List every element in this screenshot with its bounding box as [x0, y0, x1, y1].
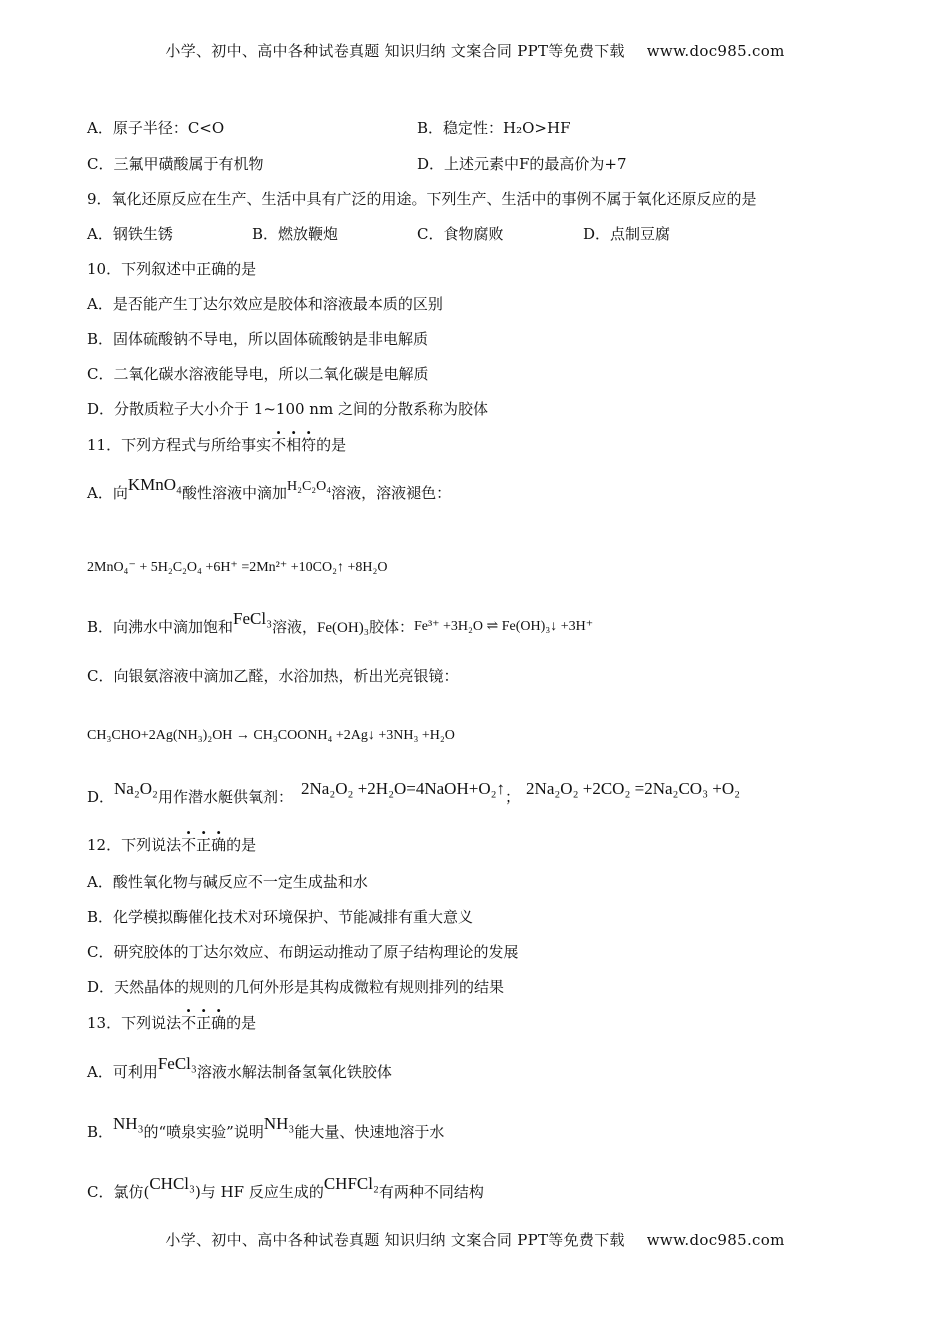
q11-a-equation: 2MnO₄⁻ + 5H₂C₂O₄ +6H⁺ =2Mn²⁺ +10CO₂↑ +8H₂O — [87, 560, 388, 575]
q11-option-b — [87, 609, 594, 639]
q13-b-formula-nh3-1: NH₃ — [113, 1114, 144, 1133]
header-site[interactable]: www.doc985.com — [646, 42, 785, 60]
q11-b-formula-fecl3: FeCl₃ — [233, 609, 273, 628]
q11-a-mid: 酸性溶液中滴加 — [181, 484, 287, 502]
q12-option-a: A．酸性氧化物与碱反应不一定生成盐和水 — [87, 873, 368, 891]
q10-option-b: B．固体硫酸钠不导电，所以固体硫酸钠是非电解质 — [87, 330, 429, 348]
q13-c-post: 有两种不同结构 — [378, 1183, 484, 1201]
q12-option-c: C．研究胶体的丁达尔效应、布朗运动推动了原子结构理论的发展 — [87, 943, 519, 961]
q11-b-mid: 溶液， — [272, 618, 318, 636]
q8-option-a: A．原子半径：C<O — [87, 119, 225, 137]
q13-c-formula-chfcl2: CHFCl₂ — [323, 1174, 379, 1193]
q13-option-b — [87, 1114, 445, 1142]
q11-b-label: B．向沸水中滴加饱和 — [87, 618, 234, 636]
page-footer — [0, 1229, 950, 1250]
q9-option-a: A．钢铁生锈 — [87, 225, 173, 243]
q9-stem: 9．氧化还原反应在生产、生活中具有广泛的用途。下列生产、生活中的事例不属于氧化还原反应的是 — [87, 190, 757, 208]
q13-c-label: C．氯仿( — [87, 1183, 150, 1201]
q13-c-mid: )与 HF 反应生成的 — [194, 1183, 324, 1201]
q11-option-c: C．向银氨溶液中滴加乙醛，水浴加热，析出光亮银镜： — [87, 667, 459, 685]
q9-option-c: C．食物腐败 — [417, 225, 504, 243]
q13-a-post: 溶液水解法制备氢氧化铁胶体 — [196, 1063, 392, 1081]
q10-option-d: D．分散质粒子大小介于 1~100 nm 之间的分散系称为胶体 — [87, 400, 488, 418]
q12-option-b: B．化学模拟酶催化技术对环境保护、节能减排有重大意义 — [87, 908, 474, 926]
q13-b-post: 能大量、快速地溶于水 — [294, 1123, 445, 1141]
q12-option-d: D．天然晶体的规则的几何外形是其构成微粒有规则排列的结果 — [87, 978, 505, 996]
q9-option-b: B．燃放鞭炮 — [252, 225, 339, 243]
q11-d-equation-2: 2Na₂O₂ +2CO₂ =2Na₂CO₃ +O₂ — [526, 779, 741, 798]
q13-stem — [87, 1013, 256, 1033]
q11-d-label: D． — [87, 788, 115, 806]
q11-b-equation: Fe³⁺ +3H₂O ⇌ Fe(OH)₃↓ +3H⁺ — [413, 619, 594, 634]
q13-stem-pre: 13．下列说法 — [87, 1014, 182, 1032]
q13-option-a — [87, 1054, 392, 1082]
page-header — [0, 40, 950, 61]
q11-d-formula-na2o2: Na₂O₂ — [114, 779, 158, 798]
q12-stem-post: 的是 — [226, 836, 257, 854]
q11-c-equation: CH₃CHO+2Ag(NH₃)₂OH → CH₃COONH₄ +2Ag↓ +3NH₃ +H₂O — [87, 728, 455, 743]
q13-option-c — [87, 1174, 484, 1202]
q11-d-mid: 用作潜水艇供氧剂： — [157, 788, 293, 806]
q9-option-d: D．点制豆腐 — [583, 225, 671, 243]
q8-option-d: D．上述元素中F的最高价为+7 — [417, 155, 627, 173]
q13-a-formula-fecl3: FeCl₃ — [157, 1054, 197, 1073]
q11-emphasis-char-2: 相 — [286, 436, 302, 454]
q11-b-formula-feoh3: Fe(OH)₃ — [317, 620, 369, 636]
q11-stem — [87, 435, 346, 455]
q10-option-a: A．是否能产生丁达尔效应是胶体和溶液最本质的区别 — [87, 295, 443, 313]
q13-b-label: B． — [87, 1123, 114, 1141]
q11-a-formula-h2c2o4: H₂C₂O₄ — [286, 479, 332, 494]
q8-option-b: B．稳定性：H₂O>HF — [417, 119, 571, 137]
q13-a-label: A．可利用 — [87, 1063, 158, 1081]
q12-stem-pre: 12．下列说法 — [87, 836, 182, 854]
q11-d-separator: ； — [505, 788, 521, 806]
q13-emphasis-char-2: 正 — [196, 1014, 212, 1032]
q12-emphasis-char-2: 正 — [196, 836, 212, 854]
q11-stem-pre: 11．下列方程式与所给事实 — [87, 436, 272, 454]
q11-a-formula-kmno4: KMnO₄ — [127, 475, 182, 494]
footer-text: 小学、初中、高中各种试卷真题 知识归纳 文案合同 PPT等免费下载 — [165, 1231, 625, 1249]
q11-a-post: 溶液，溶液褪色： — [331, 484, 452, 502]
q10-option-c: C．二氧化碳水溶液能导电，所以二氧化碳是电解质 — [87, 365, 429, 383]
q13-b-formula-nh3-2: NH₃ — [263, 1114, 295, 1133]
q11-a-label: A．向 — [87, 484, 128, 502]
q12-emphasis-char-1: 不 — [181, 836, 197, 854]
q11-emphasis-char-3: 符 — [301, 436, 317, 454]
q13-stem-post: 的是 — [226, 1014, 257, 1032]
q12-stem — [87, 835, 256, 855]
q11-stem-post: 的是 — [316, 436, 347, 454]
q13-c-formula-chcl3: CHCl₃ — [149, 1174, 195, 1193]
q10-stem: 10．下列叙述中正确的是 — [87, 260, 257, 278]
q11-option-a — [87, 475, 452, 505]
q13-emphasis-char-3: 确 — [211, 1014, 227, 1032]
q11-d-equation-1: 2Na₂O₂ +2H₂O=4NaOH+O₂↑ — [301, 779, 506, 798]
q11-emphasis-char-1: 不 — [271, 436, 287, 454]
q8-option-c: C．三氟甲磺酸属于有机物 — [87, 155, 264, 173]
q13-emphasis-char-1: 不 — [181, 1014, 197, 1032]
footer-site[interactable]: www.doc985.com — [646, 1231, 785, 1249]
q11-b-post: 胶体： — [368, 618, 414, 636]
header-text: 小学、初中、高中各种试卷真题 知识归纳 文案合同 PPT等免费下载 — [165, 42, 625, 60]
q13-b-mid: 的“喷泉实验”说明 — [143, 1123, 264, 1141]
q12-emphasis-char-3: 确 — [211, 836, 227, 854]
q11-option-d — [87, 779, 741, 807]
